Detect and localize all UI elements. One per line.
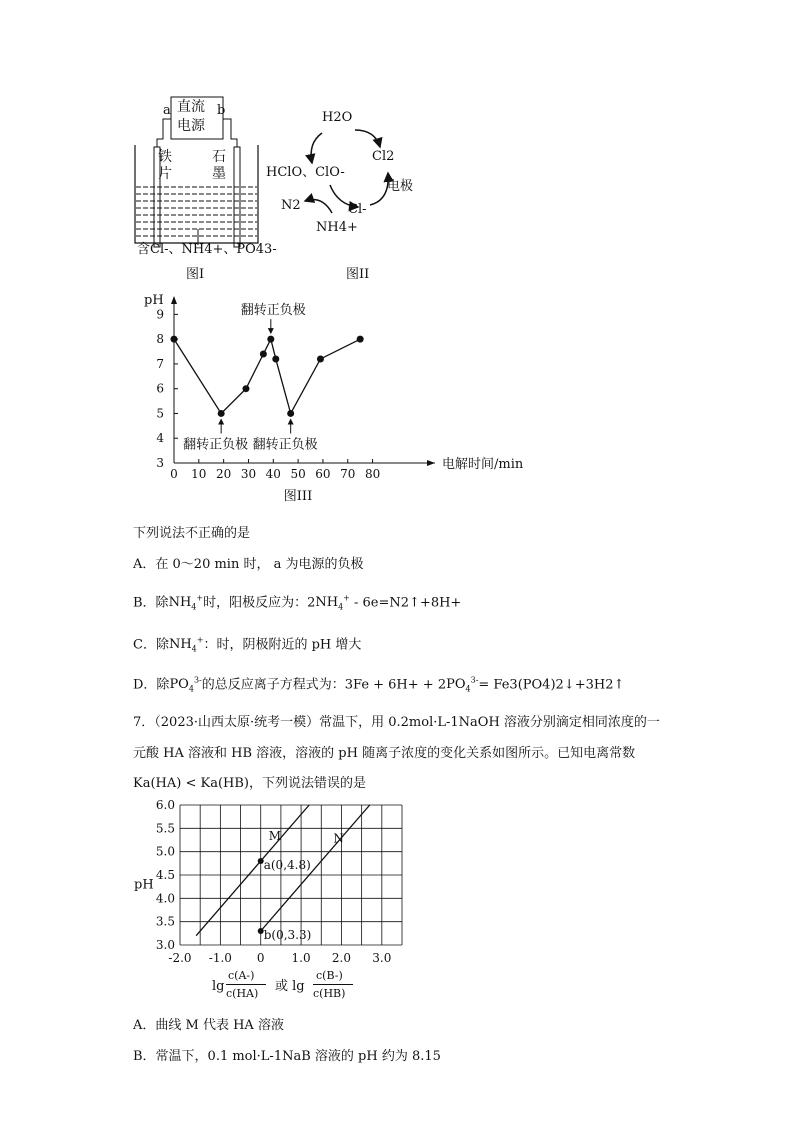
x-tick-label: -1.0 <box>208 951 232 965</box>
x-label-lg1: lg <box>212 979 225 994</box>
option-a: A．在 0～20 min 时， a 为电源的负极 <box>133 557 364 572</box>
y-tick-label: 5 <box>156 406 164 421</box>
electrode-label: 电极 <box>387 179 414 194</box>
chart-ph-vs-time <box>130 290 550 505</box>
n2-label: N2 <box>281 198 301 213</box>
terminal-a: a <box>163 103 171 118</box>
power-label-line1: 直流 <box>177 99 205 115</box>
data-point <box>242 385 249 392</box>
figure-1-caption: 图I <box>186 267 205 282</box>
x-tick-label: 0 <box>256 951 265 965</box>
electrode-right-label-2: 墨 <box>212 166 226 182</box>
point-label: b(0,3.3) <box>263 928 312 942</box>
option-b: B．除$NH_4^+$时，阳极反应为：$2NH_4^+$ - 6e=N2↑+8H+ <box>133 594 462 612</box>
x-tick-label: 3.0 <box>372 951 392 965</box>
point-label: a(0,4.8) <box>263 858 311 872</box>
q7-line-3: Ka(HA) < Ka(HB)，下列说法错误的是 <box>133 776 366 791</box>
chart-title: 图III <box>283 489 313 504</box>
x-label-or: 或 lg <box>275 979 305 994</box>
series-label-M: M <box>268 829 282 843</box>
nh4-label: NH4+ <box>316 220 358 235</box>
y-tick-label: 5.5 <box>155 821 175 836</box>
x-label-frac1-num: c(A-) <box>228 969 255 982</box>
annotation-label: 翻转正负极 <box>252 437 318 453</box>
y-tick-label: 3.0 <box>155 938 175 952</box>
y-tick-label: 3 <box>156 456 164 470</box>
data-point <box>287 410 294 417</box>
x-axis-arrow <box>427 460 435 466</box>
electrode-left-label-1: 铁 <box>158 149 172 165</box>
x-axis-label: 电解时间/min <box>442 457 524 472</box>
chart-ph-vs-lg-ratio <box>130 795 430 1010</box>
electrode-right-label-1: 石 <box>212 149 226 165</box>
data-point <box>260 351 267 358</box>
x-label-frac2-num: c(B-) <box>316 969 343 982</box>
x-tick-label: 40 <box>265 467 281 481</box>
solution-label: 含Cl-、NH4+、PO43- <box>137 242 277 257</box>
x-tick-label: 20 <box>216 467 232 481</box>
terminal-b: b <box>217 103 226 118</box>
annotation-arrowhead <box>268 328 274 334</box>
x-tick-label: 60 <box>315 467 331 481</box>
x-tick-label: 70 <box>340 467 356 481</box>
y-axis-label: pH <box>144 293 164 308</box>
x-tick-label: 80 <box>364 467 381 481</box>
cl2-label: Cl2 <box>372 149 395 164</box>
x-tick-label: 2.0 <box>331 951 352 965</box>
ph-series-line <box>174 339 360 413</box>
data-point <box>171 336 178 343</box>
annotation-arrowhead <box>218 418 224 424</box>
x-tick-label: 0 <box>170 467 178 481</box>
x-tick-label: 1.0 <box>291 951 311 965</box>
electrode-left-label-2: 片 <box>158 166 172 182</box>
cl-minus-label: Cl- <box>348 202 367 217</box>
y-tick-label: 7 <box>156 356 164 371</box>
q7-option-b: B．常温下，0.1 mol·L-1NaB 溶液的 pH 约为 8.15 <box>133 1049 441 1064</box>
x-tick-label: -2.0 <box>168 951 192 965</box>
data-point <box>272 355 279 362</box>
x-tick-label: 50 <box>290 467 306 481</box>
y-tick-label: 4 <box>156 431 164 446</box>
x-label-frac2-den: c(HB) <box>313 987 346 1000</box>
series-label-N: N <box>333 831 344 846</box>
power-label-line2: 电源 <box>177 118 205 134</box>
data-point <box>267 336 274 343</box>
h2o-label: H2O <box>322 110 353 125</box>
y-tick-label: 8 <box>156 332 164 347</box>
q7-line-2: 元酸 HA 溶液和 HB 溶液，溶液的 pH 随离子浓度的变化关系如图所示。已知电离常数 <box>133 746 636 761</box>
y-tick-label: 6 <box>156 381 164 396</box>
x-label-frac2-bar <box>313 984 353 985</box>
x-label-frac1-den: c(HA) <box>226 987 259 1000</box>
data-point <box>317 355 324 362</box>
x-tick-label: 30 <box>240 467 257 481</box>
figure-2-caption: 图II <box>346 267 370 282</box>
annotation-label: 翻转正负极 <box>183 437 249 453</box>
x-tick-label: 10 <box>191 467 207 481</box>
data-point <box>357 336 364 343</box>
y-axis-arrow <box>171 296 177 304</box>
y-tick-label: 9 <box>156 307 164 322</box>
q7-line-1: 7．（2023·山西太原·统考一模）常温下，用 0.2mol·L-1NaOH 溶液分别滴定相同浓度的一 <box>133 715 660 730</box>
y-tick-label: 4.5 <box>155 868 175 882</box>
annotation-arrowhead <box>288 418 294 424</box>
y-tick-label: 3.5 <box>155 914 175 929</box>
q7-option-a: A．曲线 M 代表 HA 溶液 <box>133 1018 284 1033</box>
hclo-label: HClO、ClO- <box>266 165 345 180</box>
y-tick-label: 4.0 <box>155 891 175 906</box>
option-d: D．除$PO_4^{3-}$的总反应离子方程式为：$3Fe + 6H+ + 2PO_4^{3-}=$ Fe3(PO4)2↓+3H2↑ <box>133 676 625 694</box>
option-c: C．除$NH_4^+$：时，阴极附近的 pH 增大 <box>133 636 362 654</box>
annotation-label: 翻转正负极 <box>240 303 306 319</box>
data-point <box>218 410 225 417</box>
y-tick-label: 6.0 <box>155 798 175 812</box>
question-stem: 下列说法不正确的是 <box>133 526 251 541</box>
y-axis-label: pH <box>134 877 154 893</box>
x-label-frac1-bar <box>226 984 266 985</box>
y-tick-label: 5.0 <box>155 844 175 859</box>
